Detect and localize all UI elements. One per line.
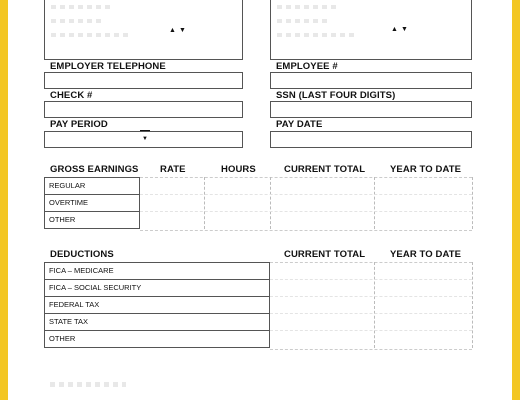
pay-date-label: PAY DATE — [276, 119, 323, 130]
earnings-row-label: OTHER — [49, 215, 76, 224]
earnings-col-rate: RATE — [160, 164, 186, 175]
column-divider — [374, 262, 375, 348]
gross-earnings-title: GROSS EARNINGS — [50, 164, 139, 175]
dropdown-arrow-icon: ▼ — [142, 136, 148, 142]
deductions-row-label: STATE TAX — [49, 317, 89, 326]
earnings-col-year-to-date: YEAR TO DATE — [390, 164, 462, 175]
employee-number-label: EMPLOYEE # — [276, 61, 338, 72]
table-row — [44, 279, 270, 297]
pay-date-field[interactable] — [270, 131, 472, 148]
pay-stub-page — [8, 0, 512, 400]
earnings-col-current-total: CURRENT TOTAL — [284, 164, 366, 175]
deductions-input-area[interactable] — [270, 262, 472, 350]
deductions-col-year-to-date: YEAR TO DATE — [390, 249, 462, 260]
employee-address-box[interactable] — [270, 0, 472, 60]
earnings-row-label: REGULAR — [49, 181, 86, 190]
faint-bottom-text — [50, 382, 126, 387]
dropdown-arrow-icon: ▼ — [401, 26, 408, 33]
deductions-row-label: OTHER — [49, 334, 76, 343]
deductions-row-label: FICA – MEDICARE — [49, 266, 114, 275]
column-divider — [472, 262, 473, 348]
deductions-row-label: FEDERAL TAX — [49, 300, 100, 309]
table-row — [44, 330, 270, 348]
deductions-col-current-total: CURRENT TOTAL — [284, 249, 366, 260]
dropdown-arrow-icon: ▼ — [179, 27, 186, 34]
earnings-input-area[interactable] — [140, 177, 472, 231]
table-row — [44, 296, 270, 314]
earnings-col-hours: HOURS — [221, 164, 256, 175]
column-divider — [374, 177, 375, 229]
table-row — [44, 211, 140, 229]
table-row — [44, 177, 140, 195]
column-divider — [472, 177, 473, 229]
employer-telephone-label: EMPLOYER TELEPHONE — [50, 61, 166, 72]
check-number-field[interactable] — [44, 101, 243, 118]
table-row — [44, 313, 270, 331]
pay-period-field[interactable] — [44, 131, 243, 148]
dropdown-arrow-icon: ▲ — [391, 26, 398, 33]
pay-period-label: PAY PERIOD — [50, 119, 108, 130]
dropdown-arrow-icon: ▲ — [169, 27, 176, 34]
column-divider — [270, 177, 271, 229]
employer-telephone-field[interactable] — [44, 72, 243, 89]
table-row — [44, 262, 270, 280]
deductions-row-label: FICA – SOCIAL SECURITY — [49, 283, 142, 292]
earnings-row-label: OVERTIME — [49, 198, 89, 207]
ssn-field[interactable] — [270, 101, 472, 118]
deductions-title: DEDUCTIONS — [50, 249, 114, 260]
employer-address-box[interactable] — [44, 0, 243, 60]
check-number-label: CHECK # — [50, 90, 93, 101]
table-row — [44, 194, 140, 212]
employee-number-field[interactable] — [270, 72, 472, 89]
column-divider — [204, 177, 205, 229]
ssn-label: SSN (LAST FOUR DIGITS) — [276, 90, 396, 101]
